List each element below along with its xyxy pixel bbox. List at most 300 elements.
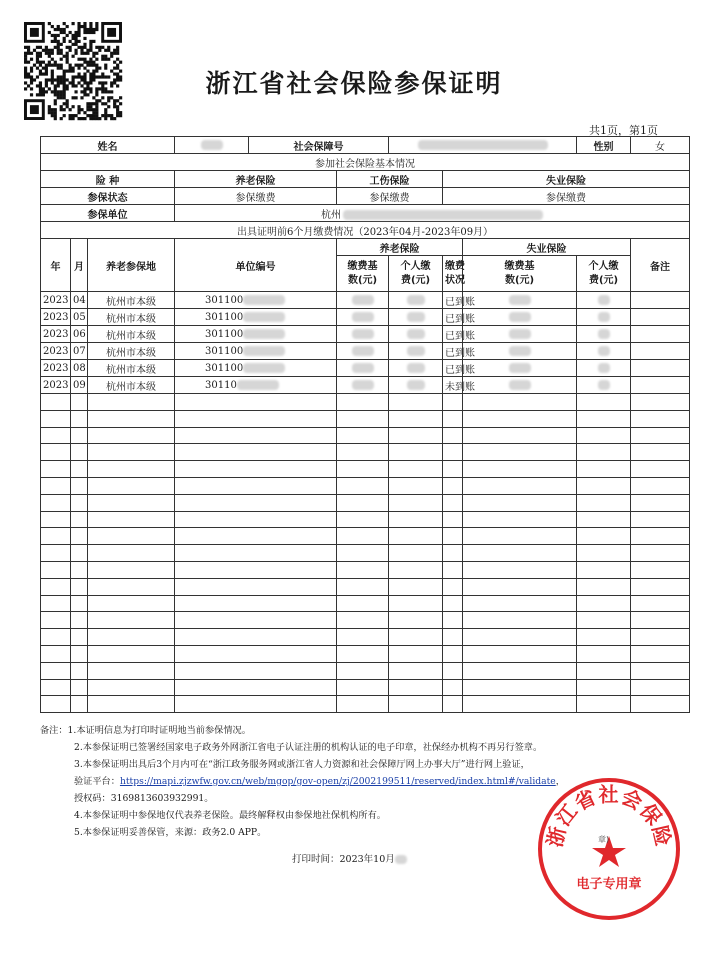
- empty-cell: [443, 545, 463, 562]
- empty-cell: [337, 645, 389, 662]
- empty-cell: [631, 410, 690, 427]
- empty-cell: [88, 444, 175, 461]
- empty-cell: [389, 578, 443, 595]
- empty-cell: [71, 394, 88, 411]
- empty-cell: [175, 394, 337, 411]
- empty-cell: [41, 545, 71, 562]
- col-remark: 备注: [631, 239, 690, 292]
- empty-cell: [41, 679, 71, 696]
- note-3: 3.本参保证明出具后3个月内可在“浙江政务服务网或浙江省人力资源和社会保障厅网上办事大厅”进行网上验证，: [74, 759, 530, 770]
- empty-cell: [88, 561, 175, 578]
- empty-cell: [88, 545, 175, 562]
- empty-cell: [631, 612, 690, 629]
- empty-cell: [389, 662, 443, 679]
- cell-unemp-base: [463, 326, 577, 343]
- name-label: 姓名: [41, 137, 175, 154]
- empty-cell: [631, 528, 690, 545]
- empty-cell: [443, 528, 463, 545]
- table-row: [41, 326, 690, 343]
- basic-section-title: 参加社会保险基本情况: [41, 154, 690, 171]
- cell-unit-code: 301100: [175, 309, 337, 326]
- empty-cell: [443, 461, 463, 478]
- empty-cell: [41, 528, 71, 545]
- empty-cell: [577, 427, 631, 444]
- empty-cell: [443, 427, 463, 444]
- empty-cell: [389, 461, 443, 478]
- cell-pension-base: [337, 377, 389, 394]
- empty-cell: [463, 561, 577, 578]
- cell-year: 2023: [41, 309, 71, 326]
- name-value: [175, 137, 249, 154]
- empty-cell: [443, 645, 463, 662]
- col-month: 月: [71, 239, 88, 292]
- empty-cell: [389, 528, 443, 545]
- empty-cell: [175, 494, 337, 511]
- cell-pension-personal: [389, 377, 443, 394]
- empty-cell: [631, 477, 690, 494]
- empty-row: [41, 427, 690, 444]
- empty-cell: [175, 511, 337, 528]
- cell-unemp-personal: [577, 343, 631, 360]
- cell-location: 杭州市本级: [88, 309, 175, 326]
- empty-cell: [443, 595, 463, 612]
- cell-pension-base: [337, 326, 389, 343]
- empty-cell: [463, 679, 577, 696]
- empty-cell: [463, 528, 577, 545]
- cell-unit-code: 301100: [175, 360, 337, 377]
- empty-cell: [71, 427, 88, 444]
- empty-cell: [463, 696, 577, 713]
- cell-month: 08: [71, 360, 88, 377]
- verify-label: 验证平台：: [74, 776, 120, 787]
- empty-cell: [88, 696, 175, 713]
- empty-cell: [631, 545, 690, 562]
- empty-cell: [41, 662, 71, 679]
- cell-unit-code: 30110: [175, 377, 337, 394]
- ssn-label: 社会保障号: [249, 137, 389, 154]
- empty-cell: [41, 629, 71, 646]
- verify-line: 验证平台：https://mapi.zjzwfw.gov.cn/web/mgop/gov-open/zj/2002199511/reserved/index.html#/validate，: [74, 776, 565, 787]
- verify-link[interactable]: https://mapi.zjzwfw.gov.cn/web/mgop/gov-open/zj/2002199511/reserved/index.html#/validate: [119, 776, 556, 787]
- empty-cell: [577, 494, 631, 511]
- cell-pay-status: 已到账: [443, 292, 463, 309]
- page-title: 浙江省社会保险参保证明: [205, 69, 503, 98]
- col-unemp-base: 缴费基 数(元): [463, 256, 577, 292]
- cell-year: 2023: [41, 292, 71, 309]
- svg-text:电子专用章: 电子专用章: [576, 877, 642, 892]
- cell-pension-personal: [389, 292, 443, 309]
- cell-unemp-personal: [577, 377, 631, 394]
- gender-value: 女: [631, 137, 690, 154]
- empty-cell: [337, 394, 389, 411]
- cell-unemp-base: [463, 377, 577, 394]
- empty-cell: [337, 545, 389, 562]
- empty-cell: [175, 662, 337, 679]
- empty-cell: [389, 494, 443, 511]
- col-unit-code: 单位编号: [175, 239, 337, 292]
- empty-row: [41, 629, 690, 646]
- cell-pension-personal: [389, 309, 443, 326]
- empty-cell: [577, 461, 631, 478]
- empty-cell: [463, 612, 577, 629]
- empty-cell: [71, 545, 88, 562]
- empty-cell: [88, 629, 175, 646]
- empty-cell: [337, 696, 389, 713]
- empty-cell: [389, 645, 443, 662]
- empty-cell: [175, 461, 337, 478]
- empty-cell: [337, 679, 389, 696]
- cell-pension-personal: [389, 326, 443, 343]
- empty-cell: [88, 494, 175, 511]
- empty-cell: [389, 696, 443, 713]
- empty-cell: [88, 477, 175, 494]
- empty-cell: [463, 578, 577, 595]
- pension-status: 参保缴费: [175, 188, 337, 205]
- empty-cell: [389, 545, 443, 562]
- empty-cell: [389, 444, 443, 461]
- empty-cell: [389, 679, 443, 696]
- empty-cell: [577, 662, 631, 679]
- svg-text:浙江省社会保险: 浙江省社会保险: [542, 782, 676, 850]
- empty-row: [41, 561, 690, 578]
- cell-pension-base: [337, 343, 389, 360]
- empty-cell: [41, 696, 71, 713]
- cell-unemp-base: [463, 343, 577, 360]
- cell-pension-personal: [389, 360, 443, 377]
- cell-unemp-personal: [577, 326, 631, 343]
- empty-cell: [389, 410, 443, 427]
- cell-remark: [631, 309, 690, 326]
- cell-location: 杭州市本级: [88, 292, 175, 309]
- col-pension-personal: 个人缴 费(元): [389, 256, 443, 292]
- print-time: 打印时间：2023年10月: [292, 851, 407, 865]
- empty-cell: [443, 511, 463, 528]
- empty-cell: [463, 410, 577, 427]
- empty-cell: [88, 645, 175, 662]
- empty-cell: [443, 477, 463, 494]
- empty-cell: [71, 696, 88, 713]
- empty-cell: [88, 461, 175, 478]
- empty-cell: [631, 444, 690, 461]
- cell-year: 2023: [41, 343, 71, 360]
- empty-cell: [41, 410, 71, 427]
- empty-cell: [577, 612, 631, 629]
- empty-row: [41, 394, 690, 411]
- empty-cell: [41, 461, 71, 478]
- cell-unemp-personal: [577, 292, 631, 309]
- table-row: [41, 360, 690, 377]
- empty-cell: [631, 595, 690, 612]
- cell-unemp-personal: [577, 360, 631, 377]
- empty-cell: [389, 477, 443, 494]
- unemployment-status: 参保缴费: [443, 188, 690, 205]
- empty-row: [41, 410, 690, 427]
- empty-cell: [88, 394, 175, 411]
- cell-pension-base: [337, 309, 389, 326]
- empty-cell: [337, 561, 389, 578]
- cell-unemp-base: [463, 292, 577, 309]
- empty-cell: [463, 444, 577, 461]
- note-1: 备注：1.本证明信息为打印时证明地当前参保情况。: [40, 725, 251, 736]
- note-5: 5.本参保证明妥善保管，来源：政务2.0 APP。: [74, 827, 267, 838]
- empty-cell: [389, 629, 443, 646]
- empty-cell: [41, 612, 71, 629]
- cell-location: 杭州市本级: [88, 360, 175, 377]
- empty-row: [41, 494, 690, 511]
- empty-cell: [337, 578, 389, 595]
- empty-cell: [88, 578, 175, 595]
- empty-cell: [88, 511, 175, 528]
- empty-cell: [337, 410, 389, 427]
- empty-cell: [463, 595, 577, 612]
- empty-cell: [443, 679, 463, 696]
- empty-cell: [463, 477, 577, 494]
- empty-cell: [389, 427, 443, 444]
- col-unemployment-group: 失业保险: [463, 239, 631, 256]
- empty-cell: [337, 662, 389, 679]
- empty-cell: [337, 461, 389, 478]
- empty-cell: [71, 444, 88, 461]
- empty-cell: [577, 410, 631, 427]
- cell-unit-code: 301100: [175, 343, 337, 360]
- empty-cell: [175, 444, 337, 461]
- cell-remark: [631, 292, 690, 309]
- empty-cell: [71, 662, 88, 679]
- empty-cell: [389, 394, 443, 411]
- cell-month: 07: [71, 343, 88, 360]
- empty-row: [41, 662, 690, 679]
- empty-cell: [337, 629, 389, 646]
- empty-cell: [463, 629, 577, 646]
- col-pension-group: 养老保险: [337, 239, 463, 256]
- empty-row: [41, 545, 690, 562]
- cell-pay-status: 已到账: [443, 343, 463, 360]
- col-location: 养老参保地: [88, 239, 175, 292]
- empty-cell: [175, 545, 337, 562]
- empty-cell: [175, 427, 337, 444]
- cell-year: 2023: [41, 360, 71, 377]
- empty-cell: [577, 477, 631, 494]
- insurance-type-label: 险 种: [41, 171, 175, 188]
- empty-cell: [443, 578, 463, 595]
- empty-cell: [577, 545, 631, 562]
- empty-cell: [443, 629, 463, 646]
- empty-cell: [41, 394, 71, 411]
- insurance-table: [40, 136, 690, 713]
- auth-code: 授权码：3169813603932991。: [74, 793, 214, 804]
- empty-cell: [41, 427, 71, 444]
- empty-row: [41, 511, 690, 528]
- empty-cell: [631, 511, 690, 528]
- ssn-value: [389, 137, 577, 154]
- cell-pay-status: 未到账: [443, 377, 463, 394]
- empty-cell: [175, 629, 337, 646]
- empty-cell: [88, 427, 175, 444]
- cell-pension-personal: [389, 343, 443, 360]
- empty-cell: [631, 394, 690, 411]
- empty-cell: [41, 645, 71, 662]
- empty-cell: [463, 494, 577, 511]
- cell-unit-code: 301100: [175, 292, 337, 309]
- cell-pay-status: 已到账: [443, 326, 463, 343]
- empty-cell: [71, 612, 88, 629]
- empty-cell: [337, 511, 389, 528]
- cell-location: 杭州市本级: [88, 377, 175, 394]
- col-pension-base: 缴费基 数(元): [337, 256, 389, 292]
- empty-cell: [463, 461, 577, 478]
- empty-row: [41, 444, 690, 461]
- cell-pay-status: 已到账: [443, 309, 463, 326]
- empty-cell: [631, 494, 690, 511]
- cell-pension-base: [337, 292, 389, 309]
- unit-label: 参保单位: [41, 205, 175, 222]
- page-info: 共1页，第1页: [589, 124, 658, 137]
- empty-cell: [577, 696, 631, 713]
- empty-cell: [41, 578, 71, 595]
- empty-cell: [337, 444, 389, 461]
- official-seal: [536, 776, 682, 922]
- empty-row: [41, 679, 690, 696]
- empty-cell: [71, 461, 88, 478]
- empty-cell: [71, 595, 88, 612]
- empty-row: [41, 578, 690, 595]
- empty-cell: [175, 528, 337, 545]
- empty-cell: [463, 545, 577, 562]
- empty-cell: [71, 494, 88, 511]
- empty-cell: [71, 679, 88, 696]
- cell-month: 05: [71, 309, 88, 326]
- empty-row: [41, 477, 690, 494]
- table-row: [41, 292, 690, 309]
- empty-cell: [389, 561, 443, 578]
- cell-remark: [631, 360, 690, 377]
- empty-cell: [443, 561, 463, 578]
- empty-row: [41, 461, 690, 478]
- empty-cell: [41, 595, 71, 612]
- empty-cell: [389, 511, 443, 528]
- empty-cell: [71, 645, 88, 662]
- empty-cell: [88, 410, 175, 427]
- cell-remark: [631, 343, 690, 360]
- empty-cell: [577, 528, 631, 545]
- status-label: 参保状态: [41, 188, 175, 205]
- col-pay-status: 缴费 状况: [443, 256, 463, 292]
- empty-cell: [175, 410, 337, 427]
- empty-row: [41, 612, 690, 629]
- empty-cell: [337, 595, 389, 612]
- cell-remark: [631, 377, 690, 394]
- cell-month: 04: [71, 292, 88, 309]
- cell-pension-base: [337, 360, 389, 377]
- empty-row: [41, 528, 690, 545]
- empty-cell: [175, 612, 337, 629]
- empty-cell: [443, 394, 463, 411]
- cell-month: 09: [71, 377, 88, 394]
- empty-cell: [631, 645, 690, 662]
- empty-cell: [577, 679, 631, 696]
- empty-cell: [389, 612, 443, 629]
- cell-unemp-base: [463, 309, 577, 326]
- empty-cell: [41, 444, 71, 461]
- empty-cell: [88, 612, 175, 629]
- empty-cell: [577, 629, 631, 646]
- empty-cell: [631, 696, 690, 713]
- injury-label: 工伤保险: [337, 171, 443, 188]
- table-row: [41, 309, 690, 326]
- empty-row: [41, 696, 690, 713]
- empty-cell: [175, 679, 337, 696]
- empty-cell: [443, 494, 463, 511]
- table-row: [41, 377, 690, 394]
- table-row: [41, 343, 690, 360]
- empty-cell: [443, 662, 463, 679]
- empty-cell: [463, 645, 577, 662]
- empty-cell: [175, 561, 337, 578]
- empty-cell: [71, 629, 88, 646]
- empty-cell: [631, 679, 690, 696]
- empty-cell: [577, 444, 631, 461]
- empty-cell: [577, 595, 631, 612]
- empty-cell: [631, 427, 690, 444]
- empty-row: [41, 645, 690, 662]
- empty-cell: [337, 477, 389, 494]
- empty-cell: [71, 528, 88, 545]
- note-2: 2.本参保证明已签署经国家电子政务外网浙江省电子认证注册的机构认证的电子印章，社保经办机构不再另行签章。: [74, 742, 543, 753]
- empty-cell: [88, 595, 175, 612]
- empty-cell: [463, 394, 577, 411]
- empty-cell: [41, 561, 71, 578]
- empty-cell: [88, 662, 175, 679]
- cell-remark: [631, 326, 690, 343]
- empty-cell: [443, 612, 463, 629]
- empty-cell: [463, 511, 577, 528]
- empty-cell: [631, 461, 690, 478]
- empty-cell: [577, 561, 631, 578]
- empty-cell: [577, 394, 631, 411]
- cell-year: 2023: [41, 326, 71, 343]
- empty-cell: [631, 561, 690, 578]
- empty-cell: [71, 511, 88, 528]
- empty-cell: [337, 528, 389, 545]
- cell-unemp-base: [463, 360, 577, 377]
- empty-cell: [41, 477, 71, 494]
- empty-cell: [88, 679, 175, 696]
- col-unemp-personal: 个人缴 费(元): [577, 256, 631, 292]
- empty-cell: [631, 578, 690, 595]
- cell-month: 06: [71, 326, 88, 343]
- empty-cell: [175, 696, 337, 713]
- cell-unemp-personal: [577, 309, 631, 326]
- empty-cell: [88, 528, 175, 545]
- empty-cell: [577, 645, 631, 662]
- cell-unit-code: 301100: [175, 326, 337, 343]
- empty-cell: [443, 696, 463, 713]
- empty-cell: [631, 629, 690, 646]
- empty-cell: [443, 444, 463, 461]
- payment-section-title: 出具证明前6个月缴费情况（2023年04月-2023年09月）: [41, 222, 690, 239]
- cell-year: 2023: [41, 377, 71, 394]
- empty-cell: [71, 561, 88, 578]
- unit-value: 杭州: [175, 205, 690, 222]
- empty-cell: [41, 511, 71, 528]
- empty-cell: [175, 645, 337, 662]
- empty-cell: [71, 410, 88, 427]
- empty-cell: [463, 662, 577, 679]
- header-row: [41, 137, 690, 154]
- empty-cell: [389, 595, 443, 612]
- cell-location: 杭州市本级: [88, 343, 175, 360]
- empty-cell: [71, 578, 88, 595]
